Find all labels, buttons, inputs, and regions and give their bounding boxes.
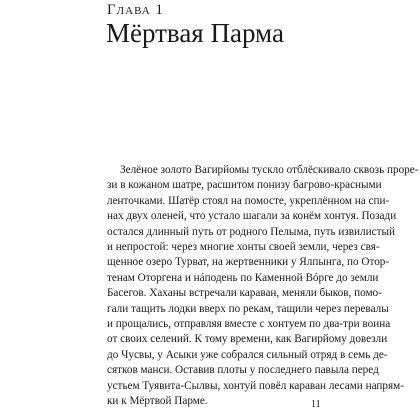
text-line: Басегов. Хаханы встречали караван, меняли быков, помо- (107, 287, 382, 300)
text-line: щенное озеро Турват, на жертвенники у Ялпынга, по Отор- (107, 256, 390, 269)
text-line: нах двух оленей, что устало шагали за конём хонтуя. Позади (107, 210, 397, 223)
text-line: сятков манси. Оставив плоты у последнего павыла перед (107, 364, 379, 377)
text-line: от своих селений. К тому времени, как Вагирйому довезли (107, 333, 388, 346)
text-line: устьем Туявита-Сылвы, хонтуй повёл караван лесами напрям- (107, 379, 404, 392)
text-line: ки к Мёртвой Парме. (107, 395, 208, 408)
chapter-title: Мёртвая Парма (106, 18, 284, 48)
text-line: до Чусвы, у Асыки уже собрался сильный отряд в семь де- (107, 348, 388, 361)
text-line: и прощались, отправляя вместе с хонтуем по два-три воина (107, 318, 391, 331)
page-number: 11 (311, 399, 321, 410)
text-line: гали тащить лодки вверх по рекам, тащили через перевалы (107, 302, 389, 315)
text-line: ленточками. Шатёр стоял на помосте, укреплённом на спи- (107, 194, 390, 207)
chapter-label: Глава 1 (107, 2, 164, 18)
text-line: остался длинный путь от родного Пелыма, путь извилистый (107, 225, 395, 238)
text-line: тенам Оторгена и нáподень по Каменной Вóрге до земли (107, 271, 379, 284)
body-paragraph (107, 163, 419, 410)
text-line: и непростой: через многие хонты своей земли, через свя- (107, 241, 380, 254)
text-line: Зелёное золото Вагирйомы тускло отблёскивало сквозь проре- (120, 164, 419, 176)
text-line: зи в кожаном шатре, расшитом понизу багрово-красными (107, 179, 382, 192)
